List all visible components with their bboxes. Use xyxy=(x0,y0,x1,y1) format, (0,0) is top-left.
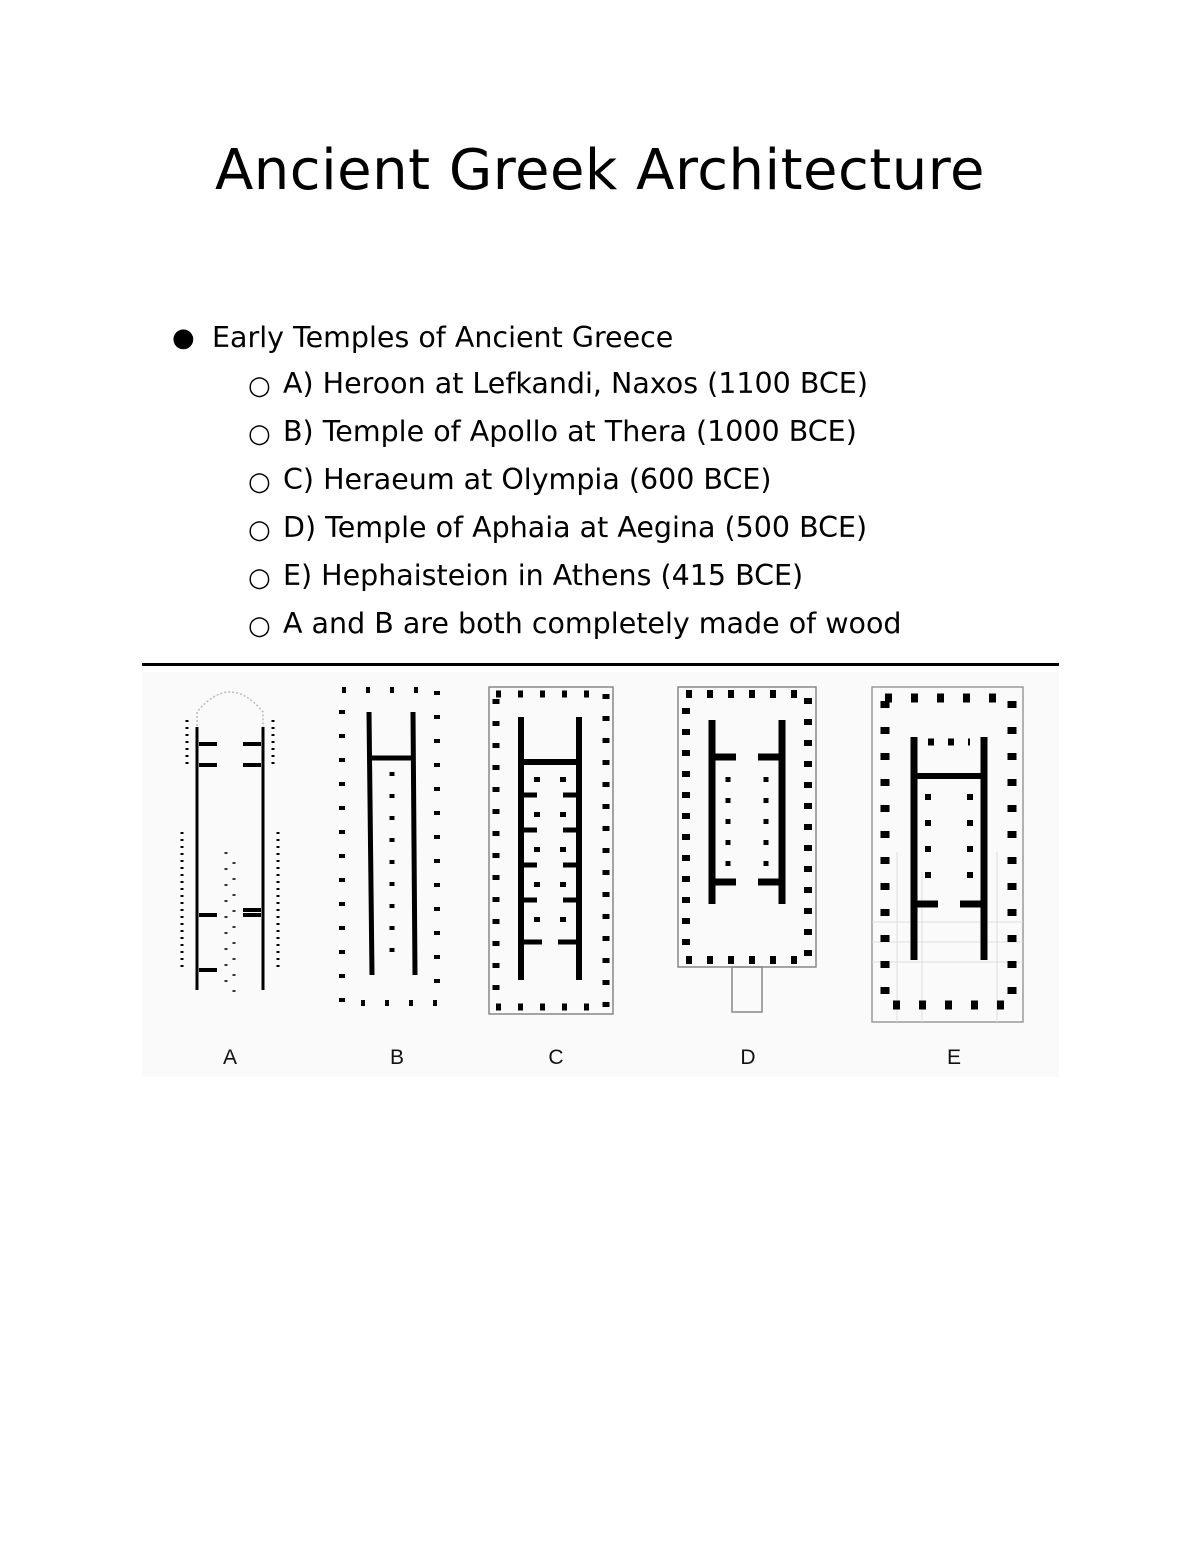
plan-label-d: D xyxy=(740,1046,756,1069)
outline-heading: Early Temples of Ancient Greece xyxy=(212,321,674,354)
bullet-circle-icon: ○ xyxy=(248,563,271,593)
plan-label-c: C xyxy=(548,1046,564,1069)
bullet-circle-icon: ○ xyxy=(248,611,271,641)
outline-subitem-text: A and B are both completely made of wood xyxy=(283,607,902,640)
bullet-circle-icon: ○ xyxy=(248,467,271,497)
outline-subitem-text: B) Temple of Apollo at Thera (1000 BCE) xyxy=(283,415,857,448)
outline-subitem xyxy=(172,460,902,508)
outline-subitem-text: D) Temple of Aphaia at Aegina (500 BCE) xyxy=(283,511,868,544)
outline-list xyxy=(172,318,902,652)
figure-background xyxy=(142,672,1059,1077)
outline-subitem-text: A) Heroon at Lefkandi, Naxos (1100 BCE) xyxy=(283,367,868,400)
outline-subitem xyxy=(172,364,902,412)
outline-subitem xyxy=(172,508,902,556)
page-title: Ancient Greek Architecture xyxy=(214,138,985,203)
bullet-circle-icon: ○ xyxy=(248,371,271,401)
outline-heading-item xyxy=(172,318,902,364)
plan-label-e: E xyxy=(946,1046,962,1069)
temple-floor-plans-figure xyxy=(142,672,1059,1077)
bullet-circle-icon: ○ xyxy=(248,419,271,449)
outline-subitem-text: C) Heraeum at Olympia (600 BCE) xyxy=(283,463,772,496)
plan-label-b: B xyxy=(389,1046,405,1069)
plan-label-a: A xyxy=(222,1046,238,1069)
outline-subitem-text: E) Hephaisteion in Athens (415 BCE) xyxy=(283,559,804,592)
outline-subitem xyxy=(172,604,902,652)
horizontal-rule xyxy=(142,663,1059,666)
bullet-circle-icon: ○ xyxy=(248,515,271,545)
bullet-dot-icon: ● xyxy=(172,323,195,353)
outline-subitem xyxy=(172,556,902,604)
outline-subitem xyxy=(172,412,902,460)
